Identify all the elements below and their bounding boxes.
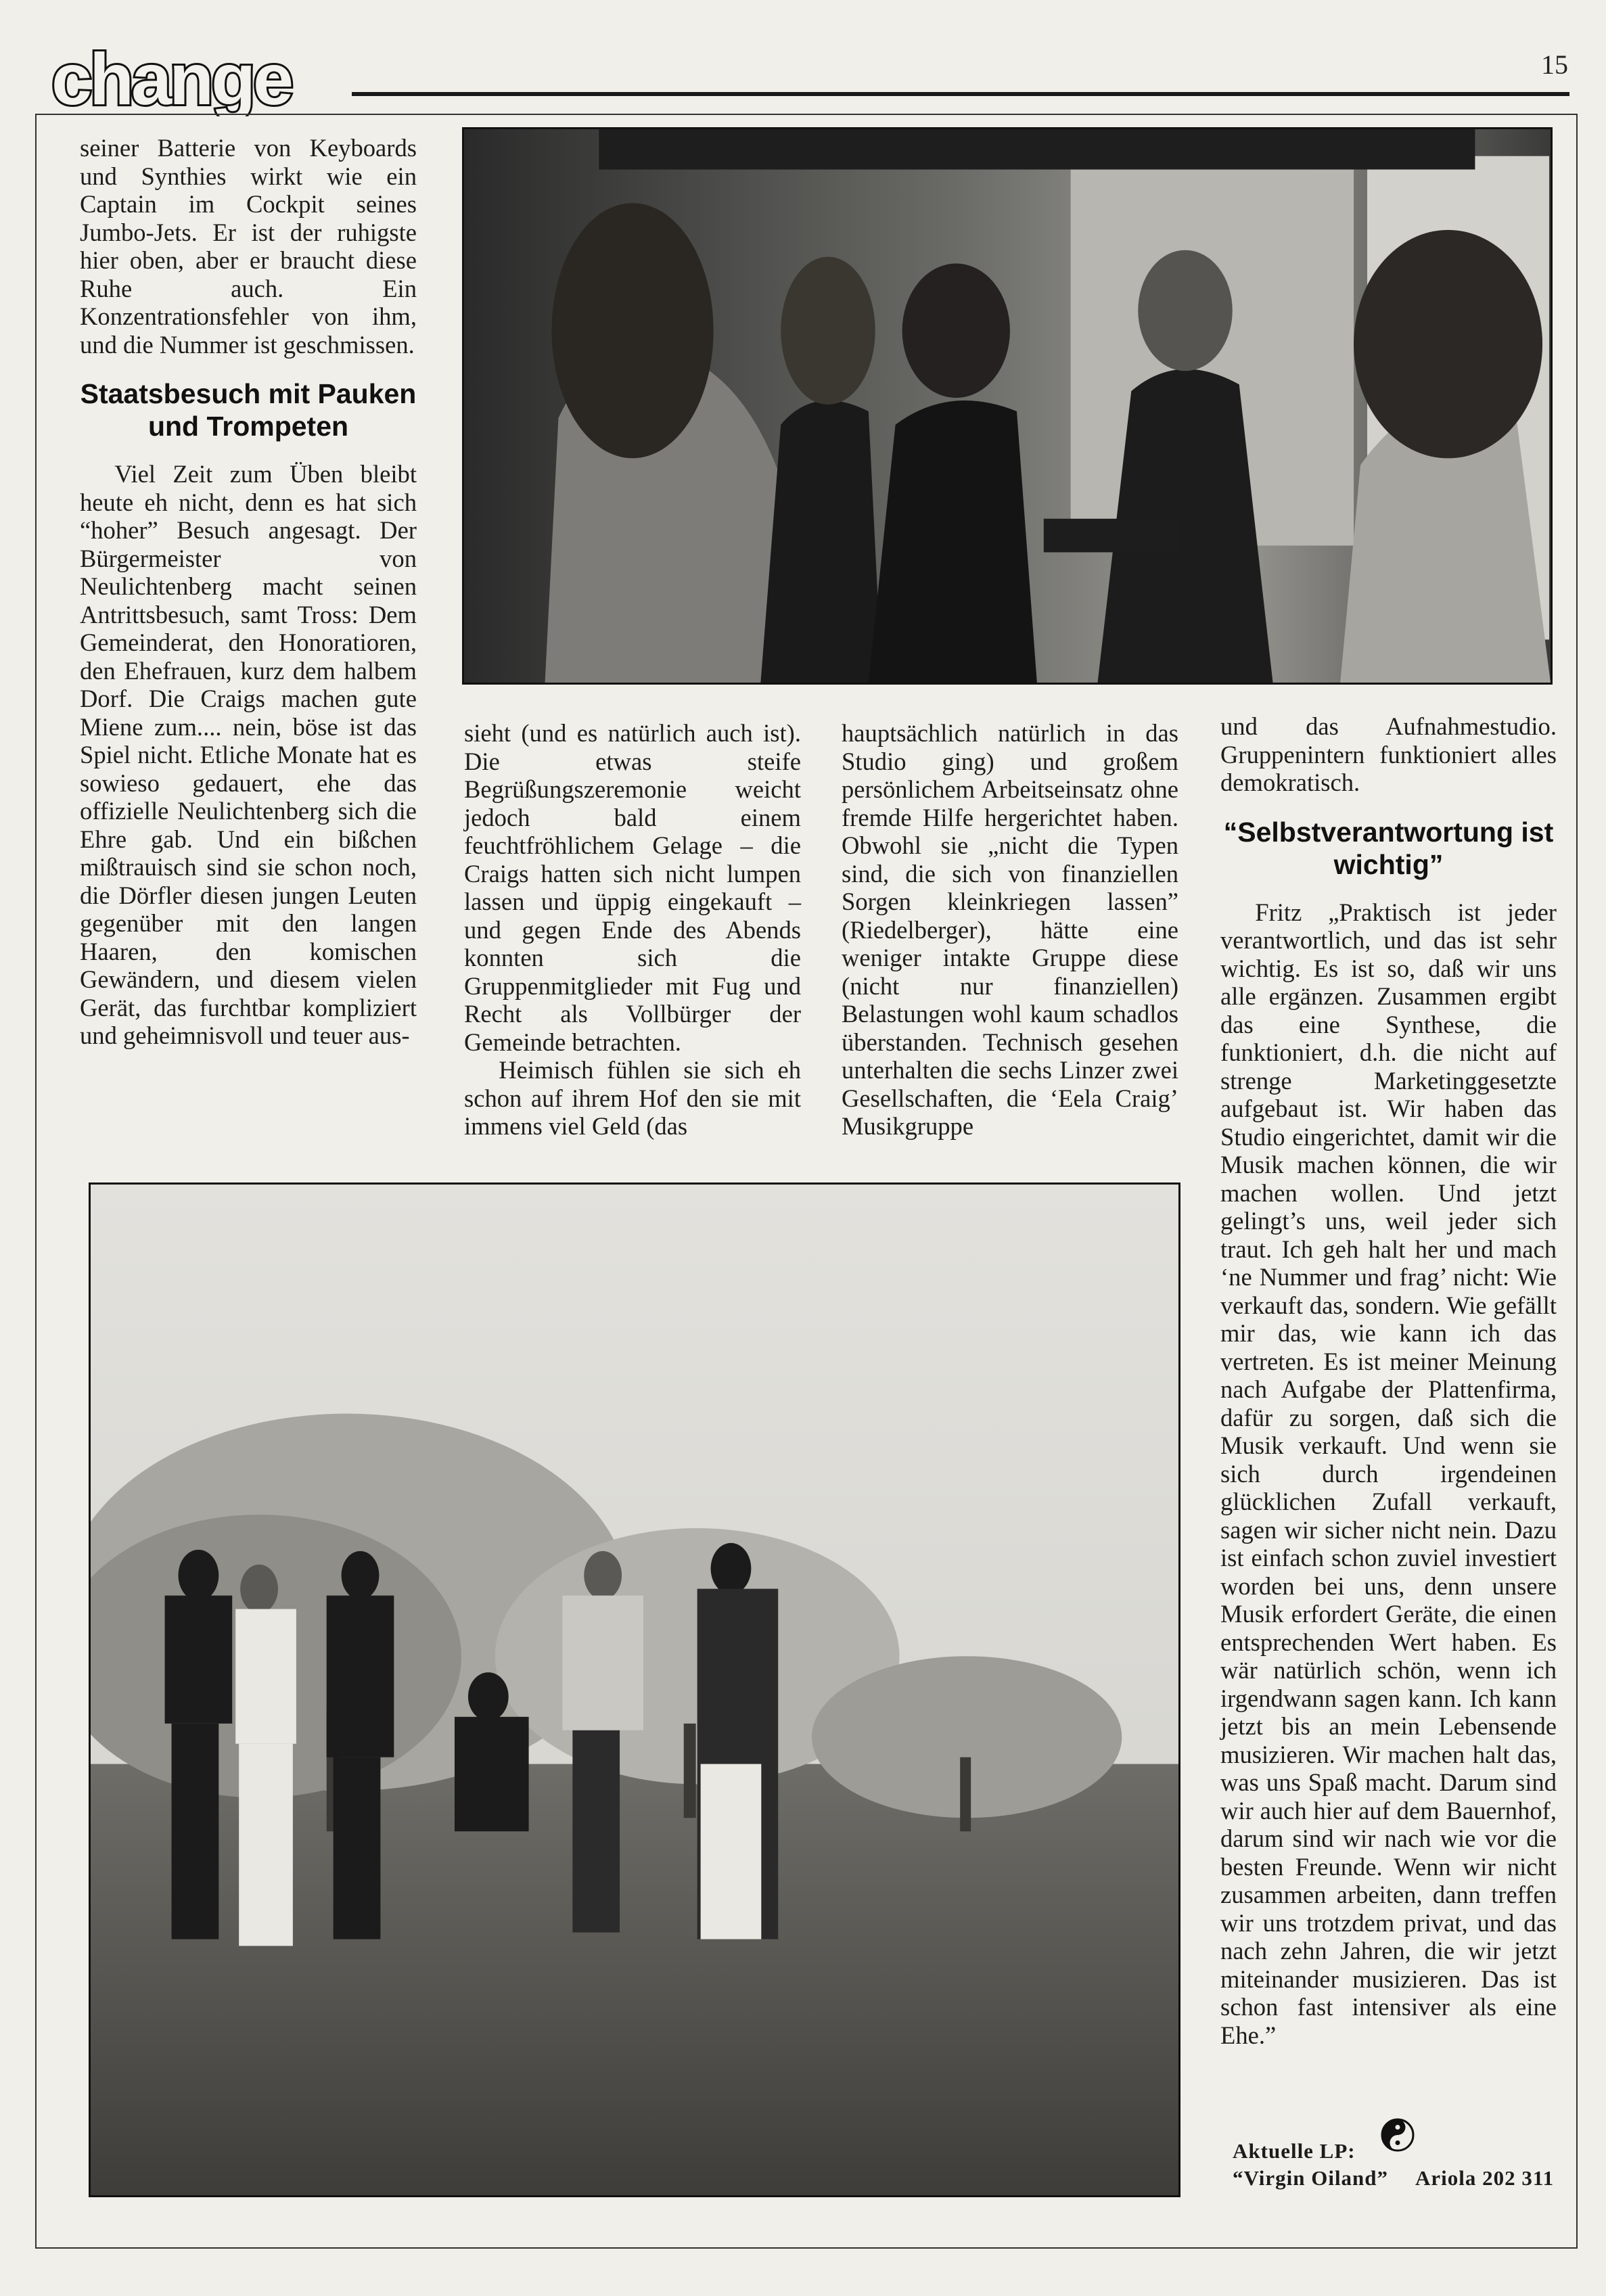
column3-paragraph-1: hauptsächlich natürlich in das Studio ging) und großem persönlichem Arbeitseinsatz ohne fremde Hilfe hergerichtet haben. Obwohl sie „nicht die Typen sind, die sich von finanziellen Sorgen kleinkriegen lassen” (Riedelberger), hätte eine weniger intakte Gruppe diese (nicht nur finanziellen) Belastungen wohl kaum schadlos überstanden. Technisch gesehen unterhalten die sechs Linzer zwei Gesellschaften, die ‘Eela Craig’ Musikgruppe (842, 719, 1178, 1140)
column4-paragraph-2: Fritz „Praktisch ist jeder verantwortlich, und das ist sehr wichtig. Es ist so, daß wir uns alle ergänzen. Zusammen ergibt das eine Synthese, die funktioniert, d.h. die nicht auf strenge Marketinggesetzte aufgebaut ist. Wir haben das Studio eingerichtet, damit wir die Musik machen können, die wir machen wollen. Und jetzt gelingt’s uns, weil jeder sich traut. Ich geh halt her und mach ‘ne Nummer und frag’ nicht: Wie verkauft das, sondern. Wie gefällt mir das, wie kann ich das vertreten. Es ist meiner Meinung nach Aufgabe der Plattenfirma, dafür zu sorgen, daß sich die Musik verkauft. Und wenn sie sich durch irgendeinen glücklichen Zufall verkauft, sagen wir sicher nicht nein. Dazu ist einfach schon zuviel investiert worden bei uns, denn unsere Musik erfordert Geräte, die einen entsprechenden Wert haben. Es wär natürlich schön, wenn ich irgendwann sagen kann. Ich kann jetzt bis an mein Lebensende musizieren. Wir machen halt das, was uns Spaß macht. Darum sind wir auch hier auf dem Bauernhof, darum sind wir nach wie vor die besten Freunde. Wenn wir nicht zusammen arbeiten, dann treffen wir uns trotzdem privat, und das nach zehn Jahren, die wir jetzt miteinander musizieren. Das ist schon fast intensiver als eine Ehe.” (1220, 898, 1557, 2049)
column1-visit-paragraph: Viel Zeit zum Üben bleibt heute eh nicht, denn es hat sich “hoher” Besuch angesagt. Der Bürgermeister von Neulichtenberg macht seinen Antrittsbesuch, samt Tross: Dem Gemeinderat, den Honoratioren, den Ehefrauen, kurz dem halbem Dorf. Die Craigs machen gute Miene zum.... nein, böse ist das Spiel nicht. Etliche Monate hat es sowieso gedauert, ehe das offizielle Neulichtenberg sich die Ehre gab. Und ein bißchen mißtrauisch sind sie schon noch, die Dörfler diesen jungen Leuten gegenüber mit den langen Haaren, den komischen Gewändern, und diesem vielen Gerät, das furchtbar kompliziert und geheimnisvoll und teuer aus- (80, 460, 417, 1049)
lp-catalog: Ariola 202 311 (1415, 2166, 1555, 2190)
column1-intro-paragraph: seiner Batterie von Keyboards und Synthies wirkt wie ein Captain im Cockpit seines Jumbo-Jets. Er ist der ruhigste hier oben, aber er braucht diese Ruhe auch. Ein Konzentrationsfehler von ihm, und die Nummer ist geschmissen. (80, 134, 417, 359)
column-3 (842, 719, 1178, 1141)
column-4 (1220, 712, 1557, 2049)
masthead-logo (47, 42, 331, 116)
studio-photo-image (464, 129, 1551, 683)
column2-paragraph-1: sieht (und es natürlich auch ist). Die etwas steife Begrüßungszeremonie weicht jedoch bald einem feuchtfröhlichem Gelage – die Craigs hatten sich nicht lumpen lassen und üppig eingekauft – und gegen Ende des Abends konnten sich die Gruppenmitglieder mit Fug und Recht als Vollbürger der Gemeinde betrachten. (464, 719, 801, 1056)
header-rule (352, 92, 1569, 96)
masthead-title: change (51, 42, 292, 116)
masthead-logo-graphic (47, 42, 331, 116)
column2-paragraph-2: Heimisch fühlen sie sich eh schon auf ihrem Hof den sie mit immens viel Geld (das (464, 1056, 801, 1140)
end-mark-icon (1380, 2117, 1415, 2153)
page-number: 15 (1541, 49, 1568, 80)
orchard-photo (89, 1183, 1180, 2197)
lp-title: “Virgin Oiland” (1233, 2166, 1389, 2190)
orchard-photo-image (91, 1185, 1178, 2195)
section-heading-selbstverantwortung: “Selbstverantwortung ist wichtig” (1223, 816, 1554, 880)
column4-paragraph-1: und das Aufnahmestudio. Gruppenintern funktioniert alles demokratisch. (1220, 712, 1557, 796)
studio-photo (462, 127, 1553, 685)
section-heading-staatsbesuch: Staatsbesuch mit Pauken und Trompeten (80, 378, 417, 442)
column-1 (80, 134, 417, 1050)
lp-label: Aktuelle LP: (1233, 2139, 1356, 2163)
column-2 (464, 719, 801, 1141)
